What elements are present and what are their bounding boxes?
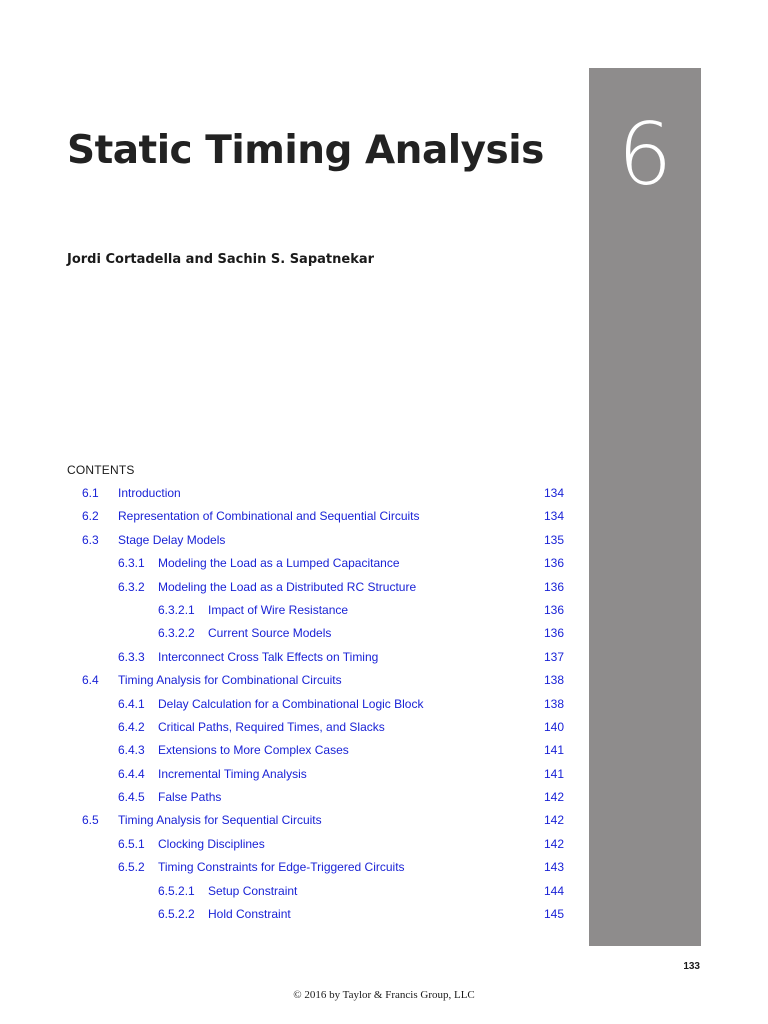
toc-entry-title[interactable]: Modeling the Load as a Distributed RC Structure — [158, 579, 417, 594]
toc-entry-title[interactable]: Introduction — [118, 486, 181, 500]
toc-entry-number: 6.1 — [82, 486, 99, 500]
toc-entry-title[interactable]: Interconnect Cross Talk Effects on Timing — [158, 649, 379, 664]
chapter-number: 6 — [617, 105, 673, 205]
toc-entry[interactable] — [0, 903, 768, 926]
toc-entry[interactable] — [0, 880, 768, 903]
toc-entry-number: 6.4.4 — [118, 766, 145, 781]
toc-entry-title[interactable]: Current Source Models — [208, 626, 332, 641]
toc-entry-number: 6.3.3 — [118, 649, 145, 664]
toc-entry-title[interactable]: Timing Constraints for Edge-Triggered Circuits — [158, 860, 405, 875]
toc-entry[interactable] — [0, 622, 768, 645]
toc-entry-page[interactable]: 136 — [543, 556, 564, 571]
toc-entry[interactable] — [0, 856, 768, 879]
toc-entry-number: 6.5.2 — [118, 860, 145, 875]
toc-entry[interactable] — [0, 833, 768, 856]
toc-entry-title[interactable]: Stage Delay Models — [118, 532, 226, 547]
chapter-title: Static Timing Analysis — [67, 128, 544, 173]
toc-entry-number: 6.5 — [82, 813, 99, 828]
toc-entry-page[interactable]: 141 — [543, 766, 564, 781]
toc-entry-page[interactable]: 136 — [543, 602, 564, 617]
chapter-authors: Jordi Cortadella and Sachin S. Sapatnekar — [67, 252, 375, 267]
toc-entry[interactable] — [0, 693, 768, 716]
toc-entry-title[interactable]: Extensions to More Complex Cases — [158, 743, 349, 758]
toc-entry[interactable] — [0, 552, 768, 575]
toc-entry-page[interactable]: 141 — [543, 743, 564, 758]
toc-entry-title[interactable]: Representation of Combinational and Sequential Circuits — [118, 509, 420, 524]
toc-entry-title[interactable]: Impact of Wire Resistance — [208, 602, 349, 617]
table-of-contents — [0, 482, 768, 926]
toc-entry[interactable] — [0, 786, 768, 809]
toc-entry-page[interactable]: 144 — [543, 883, 564, 898]
copyright-notice: © 2016 by Taylor & Francis Group, LLC — [293, 989, 475, 1001]
toc-entry[interactable] — [0, 716, 768, 739]
toc-entry-title[interactable]: Timing Analysis for Combinational Circuits — [118, 673, 342, 688]
toc-entry-page[interactable]: 140 — [543, 719, 564, 734]
toc-entry[interactable] — [0, 809, 768, 832]
toc-entry[interactable] — [0, 482, 768, 505]
toc-entry-number: 6.3.2.1 — [158, 602, 195, 617]
toc-entry-page[interactable]: 143 — [543, 860, 564, 875]
toc-entry-number: 6.3 — [82, 532, 99, 547]
toc-entry-title[interactable]: Timing Analysis for Sequential Circuits — [118, 813, 322, 828]
toc-entry-number: 6.4.3 — [118, 743, 145, 758]
contents-heading: CONTENTS — [67, 463, 135, 477]
toc-entry-title[interactable]: Modeling the Load as a Lumped Capacitance — [158, 556, 400, 571]
toc-entry-title[interactable]: Critical Paths, Required Times, and Slacks — [158, 719, 385, 734]
page-number: 133 — [683, 961, 700, 972]
toc-entry-page[interactable]: 135 — [543, 532, 564, 547]
toc-entry-page[interactable]: 134 — [543, 509, 564, 524]
toc-entry-title[interactable]: Clocking Disciplines — [158, 836, 265, 851]
toc-entry-number: 6.2 — [82, 509, 99, 524]
toc-entry[interactable] — [0, 739, 768, 762]
toc-entry-page[interactable]: 142 — [543, 790, 564, 805]
toc-entry-page[interactable]: 138 — [543, 673, 564, 688]
toc-entry-page[interactable]: 137 — [543, 649, 564, 664]
toc-entry-page[interactable]: 136 — [543, 579, 564, 594]
toc-entry-page[interactable]: 142 — [543, 836, 564, 851]
toc-entry-page[interactable]: 142 — [543, 813, 564, 828]
toc-entry[interactable] — [0, 763, 768, 786]
toc-entry-page[interactable]: 136 — [543, 626, 564, 641]
toc-entry-number: 6.5.2.2 — [158, 907, 195, 922]
toc-entry[interactable] — [0, 505, 768, 528]
toc-entry-number: 6.3.2 — [118, 579, 145, 594]
toc-entry[interactable] — [0, 669, 768, 692]
toc-entry[interactable] — [0, 646, 768, 669]
toc-entry-title[interactable]: Incremental Timing Analysis — [158, 766, 307, 781]
toc-entry-page[interactable]: 145 — [543, 907, 564, 922]
toc-entry-title[interactable]: Setup Constraint — [208, 883, 298, 898]
toc-entry[interactable] — [0, 599, 768, 622]
toc-entry-page[interactable]: 134 — [543, 486, 564, 500]
toc-entry-number: 6.4.5 — [118, 790, 145, 805]
toc-entry-number: 6.5.2.1 — [158, 883, 195, 898]
toc-entry-number: 6.4.1 — [118, 696, 145, 711]
toc-entry-number: 6.4.2 — [118, 719, 145, 734]
toc-entry-title[interactable]: Hold Constraint — [208, 907, 291, 922]
toc-entry-title[interactable]: Delay Calculation for a Combinational Logic Block — [158, 696, 424, 711]
toc-entry-number: 6.5.1 — [118, 836, 145, 851]
toc-entry[interactable] — [0, 576, 768, 599]
toc-entry-number: 6.3.2.2 — [158, 626, 195, 641]
toc-entry[interactable] — [0, 529, 768, 552]
toc-entry-number: 6.4 — [82, 673, 99, 688]
toc-entry-title[interactable]: False Paths — [158, 790, 222, 805]
toc-entry-number: 6.3.1 — [118, 556, 145, 571]
toc-entry-page[interactable]: 138 — [543, 696, 564, 711]
